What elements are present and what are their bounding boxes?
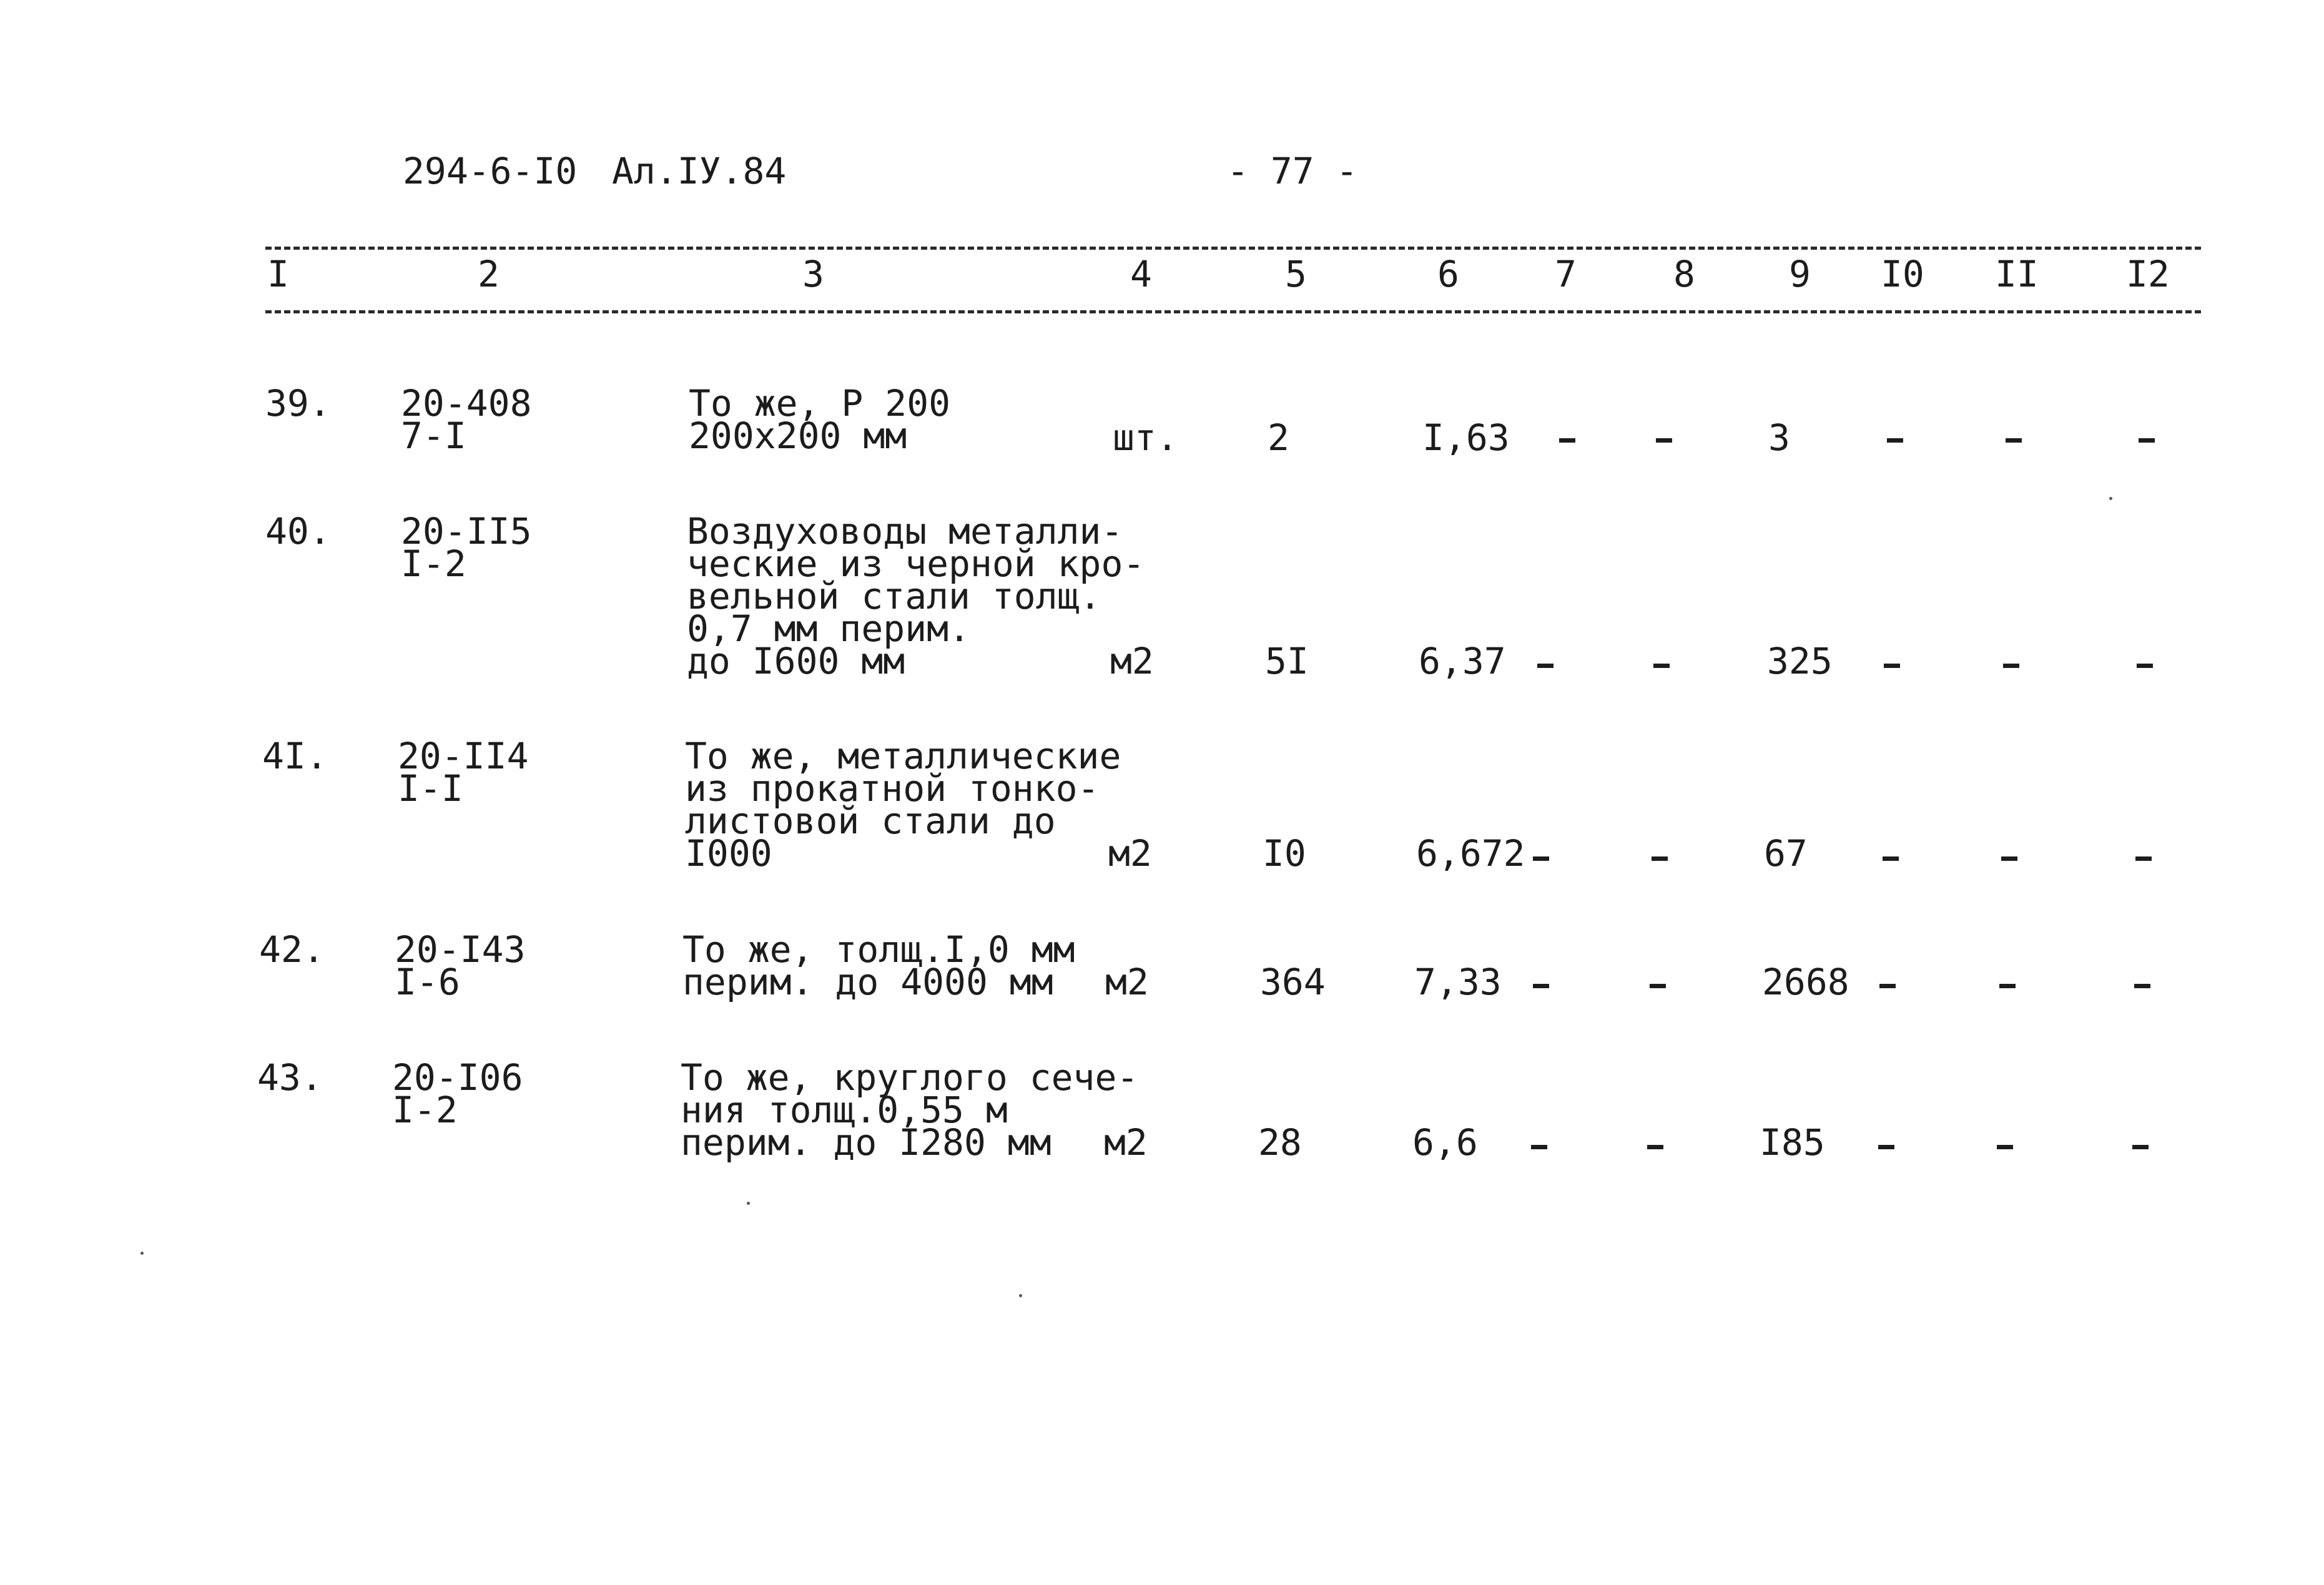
empty-cell-dash <box>1653 664 1670 668</box>
doc-code: 294-6-I0 <box>403 150 578 192</box>
empty-cell-dash <box>1533 984 1549 988</box>
norm-code: 20-II4 <box>398 735 529 777</box>
row-number: 39. <box>265 382 331 424</box>
norm-code-sub: I-6 <box>395 961 460 1003</box>
unit: м2 <box>1104 1121 1148 1164</box>
quantity: 364 <box>1260 961 1326 1003</box>
row-number: 43. <box>257 1056 323 1099</box>
column-number-12: I2 <box>2126 253 2170 295</box>
unit: м2 <box>1105 961 1149 1003</box>
empty-cell-dash <box>2135 856 2152 861</box>
empty-cell-dash <box>2001 856 2017 861</box>
column-9-value: 67 <box>1764 832 1808 875</box>
row-number: 42. <box>259 928 325 971</box>
column-number-3: 3 <box>802 253 824 295</box>
norm-code-sub: I-I <box>398 767 463 810</box>
quantity: 28 <box>1258 1121 1302 1164</box>
empty-cell-dash <box>1997 1145 2013 1149</box>
empty-cell-dash <box>1999 984 2016 988</box>
empty-cell-dash <box>2139 438 2155 443</box>
column-number-11: II <box>1995 253 2039 295</box>
row-number: 4I. <box>262 735 328 777</box>
scan-speck <box>747 1202 750 1205</box>
column-number-10: I0 <box>1881 253 1924 295</box>
work-description: листовой стали до <box>685 800 1056 842</box>
norm-code-sub: 7-I <box>401 415 466 457</box>
empty-cell-dash <box>1878 1145 1894 1149</box>
empty-cell-dash <box>1533 856 1549 861</box>
work-description: из прокатной тонко- <box>685 767 1100 810</box>
quantity: 5I <box>1265 640 1309 682</box>
work-description: I000 <box>685 832 772 875</box>
scan-speck <box>140 1252 144 1255</box>
empty-cell-dash <box>1883 856 1899 861</box>
column-number-8: 8 <box>1673 253 1695 295</box>
empty-cell-dash <box>1650 984 1666 988</box>
quantity: I0 <box>1263 832 1306 875</box>
column-6-value: 6,672 <box>1416 832 1525 875</box>
work-description: ния толщ.0,55 м <box>681 1089 1008 1131</box>
empty-cell-dash <box>1652 856 1668 861</box>
work-description: вельной стали толщ. <box>687 575 1101 617</box>
norm-code: 20-I06 <box>392 1056 523 1099</box>
unit: м2 <box>1108 832 1152 875</box>
empty-cell-dash <box>1884 664 1900 668</box>
work-description: до I600 мм <box>687 640 905 682</box>
column-number-1: I <box>267 253 289 295</box>
header-bottom-rule <box>265 310 2201 313</box>
column-number-6: 6 <box>1437 253 1459 295</box>
empty-cell-dash <box>1537 664 1553 668</box>
column-6-value: 7,33 <box>1414 961 1502 1003</box>
empty-cell-dash <box>2137 664 2153 668</box>
column-9-value: I85 <box>1760 1121 1825 1164</box>
norm-code: 20-408 <box>401 382 532 424</box>
header-top-rule <box>265 247 2201 250</box>
column-number-2: 2 <box>478 253 500 295</box>
norm-code: 20-II5 <box>401 510 532 552</box>
empty-cell-dash <box>1656 438 1672 443</box>
empty-cell-dash <box>1879 984 1896 988</box>
column-9-value: 3 <box>1768 416 1790 459</box>
column-6-value: 6,37 <box>1419 640 1506 682</box>
row-number: 40. <box>265 510 331 552</box>
column-number-5: 5 <box>1285 253 1307 295</box>
scan-speck <box>1019 1294 1022 1297</box>
norm-code: 20-I43 <box>395 928 526 971</box>
empty-cell-dash <box>1559 438 1575 443</box>
work-description: То же, Р 200 <box>689 382 951 424</box>
work-description: перим. до 4000 мм <box>682 961 1053 1003</box>
scan-speck <box>2109 497 2112 500</box>
column-9-value: 325 <box>1767 640 1833 682</box>
column-6-value: 6,6 <box>1412 1121 1478 1164</box>
work-description: ческие из черной кро- <box>687 542 1145 585</box>
work-description: 200х200 мм <box>689 415 907 457</box>
unit: м2 <box>1110 640 1154 682</box>
empty-cell-dash <box>2134 984 2150 988</box>
column-6-value: I,63 <box>1422 416 1510 459</box>
norm-code-sub: I-2 <box>401 542 466 585</box>
empty-cell-dash <box>2006 438 2022 443</box>
work-description: То же, металлические <box>685 735 1121 777</box>
empty-cell-dash <box>1887 438 1903 443</box>
norm-code-sub: I-2 <box>392 1089 458 1131</box>
work-description: То же, круглого сече- <box>681 1056 1139 1099</box>
column-number-9: 9 <box>1789 253 1811 295</box>
empty-cell-dash <box>1531 1145 1547 1149</box>
work-description: Воздуховоды металли- <box>687 510 1123 552</box>
empty-cell-dash <box>1647 1145 1663 1149</box>
column-9-value: 2668 <box>1762 961 1849 1003</box>
work-description: То же, толщ.I,0 мм <box>682 928 1075 971</box>
empty-cell-dash <box>2132 1145 2149 1149</box>
album-reference: Ал.IУ.84 <box>612 150 787 192</box>
page-number: - 77 - <box>1227 150 1358 192</box>
quantity: 2 <box>1268 416 1289 459</box>
work-description: 0,7 мм перим. <box>687 607 970 650</box>
unit: шт. <box>1113 416 1178 459</box>
empty-cell-dash <box>2003 664 2019 668</box>
work-description: перим. до I280 мм <box>681 1121 1051 1164</box>
column-number-4: 4 <box>1130 253 1152 295</box>
column-number-7: 7 <box>1555 253 1577 295</box>
